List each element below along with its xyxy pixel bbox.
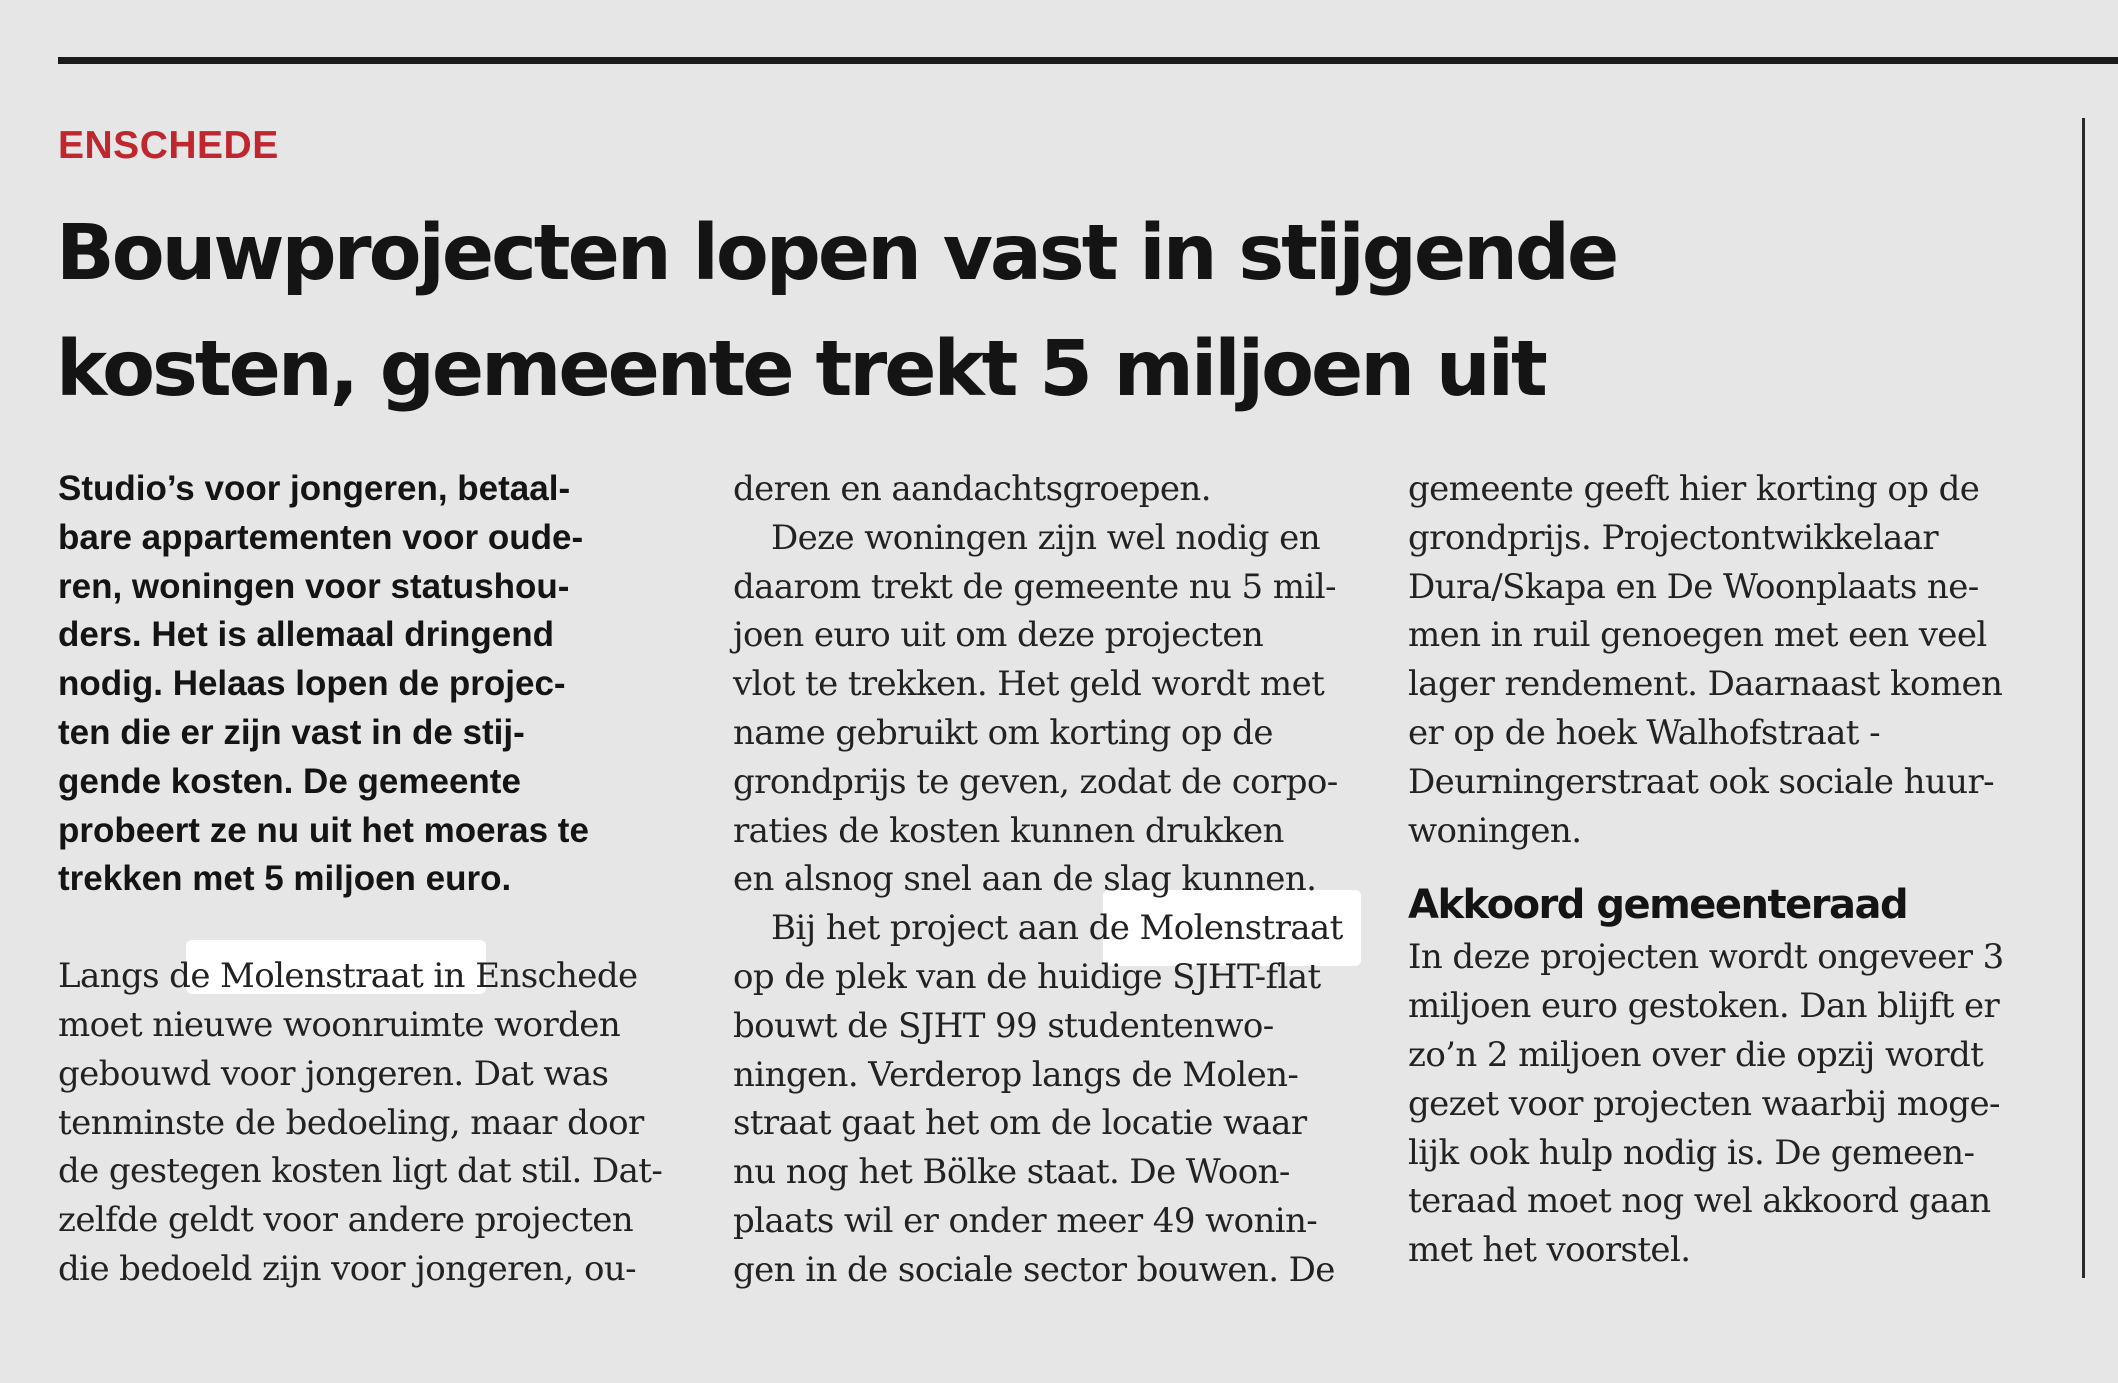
body-paragraph (58, 952, 683, 1294)
body-line: miljoen euro gestoken. Dan blijft er (1408, 986, 2000, 1027)
headline-line: Bouwprojecten lopen vast in stijgende (56, 209, 1617, 298)
body-line: nu nog het Bölke staat. De Woon- (733, 1152, 1290, 1193)
column-rule (2082, 118, 2085, 1278)
body-line: daarom trekt de gemeente nu 5 mil- (733, 566, 1336, 607)
body-line: raties de kosten kunnen drukken (733, 810, 1284, 851)
lead-paragraph (58, 465, 683, 904)
body-line: Dura/Skapa en De Woonplaats ne- (1408, 566, 1979, 607)
subheading: Akkoord gemeenteraad (1408, 882, 1908, 929)
lead-line: ten die er zijn vast in de stij- (58, 712, 525, 752)
lead-line: gende kosten. De gemeente (58, 761, 521, 801)
column-3 (1408, 465, 2033, 1275)
headline (56, 196, 2066, 428)
body-line: Deurningerstraat ook sociale huur- (1408, 761, 1995, 802)
paragraph-gap (58, 904, 683, 952)
body-line: op de plek van de huidige SJHT-flat (733, 956, 1321, 997)
body-line: plaats wil er onder meer 49 wonin- (733, 1200, 1318, 1241)
body-line: gezet voor projecten waarbij moge- (1408, 1083, 2000, 1124)
lead-line: ren, woningen voor statushou- (58, 566, 570, 606)
top-rule (58, 57, 2118, 64)
lead-line: probeert ze nu uit het moeras te (58, 810, 589, 850)
body-line: name gebruikt om korting op de (733, 712, 1273, 753)
body-line: grondprijs te geven, zodat de corpo- (733, 761, 1338, 802)
body-line: bouwt de SJHT 99 studentenwo- (733, 1005, 1274, 1046)
body-line: Deze woningen zijn wel nodig en (771, 517, 1320, 558)
body-line: gemeente geeft hier korting op de (1408, 469, 1980, 509)
body-line: ningen. Verderop langs de Molen- (733, 1054, 1299, 1095)
body-line: vlot te trekken. Het geld wordt met (733, 664, 1325, 705)
body-line: lager rendement. Daarnaast komen (1408, 664, 2003, 705)
body-line: met het voorstel. (1408, 1230, 1691, 1271)
lead-line: trekken met 5 miljoen euro. (58, 859, 512, 899)
body-line: woningen. (1408, 810, 1582, 851)
body-line: en alsnog snel aan de slag kunnen. (733, 859, 1317, 900)
body-line: grondprijs. Projectontwikkelaar (1408, 517, 1939, 558)
body-line: de gestegen kosten ligt dat stil. Dat- (58, 1151, 663, 1192)
column-1 (58, 465, 683, 1294)
body-line: moet nieuwe woonruimte worden (58, 1004, 621, 1045)
body-line: gebouwd voor jongeren. Dat was (58, 1053, 609, 1094)
body-line: tenminste de bedoeling, maar door (58, 1102, 644, 1143)
lead-line: ders. Het is allemaal dringend (58, 615, 554, 655)
body-line: deren en aandachtsgroepen. (733, 469, 1211, 509)
body-line: Bij het project aan de Molenstraat (771, 908, 1343, 949)
column-2 (733, 465, 1358, 1295)
body-line: straat gaat het om de locatie waar (733, 1103, 1307, 1144)
body-line: Langs de Molenstraat in Enschede (58, 956, 638, 997)
lead-line: nodig. Helaas lopen de projec- (58, 664, 566, 704)
section-kicker: ENSCHEDE (58, 124, 279, 167)
body-line: gen in de sociale sector bouwen. De (733, 1249, 1335, 1290)
body-line: die bedoeld zijn voor jongeren, ou- (58, 1248, 637, 1289)
body-line: zelfde geldt voor andere projecten (58, 1200, 634, 1241)
body-line: lijk ook hulp nodig is. De gemeen- (1408, 1132, 1975, 1173)
body-line: joen euro uit om deze projecten (733, 615, 1264, 656)
body-line: zo’n 2 miljoen over die opzij wordt (1408, 1034, 1984, 1075)
body-line: teraad moet nog wel akkoord gaan (1408, 1181, 1991, 1222)
lead-line: Studio’s voor jongeren, betaal- (58, 469, 571, 508)
body-line: men in ruil genoegen met een veel (1408, 615, 1987, 656)
lead-line: bare appartementen voor oude- (58, 517, 584, 557)
body-line: er op de hoek Walhofstraat - (1408, 712, 1880, 753)
body-line: In deze projecten wordt ongeveer 3 (1408, 937, 2004, 978)
headline-line: kosten, gemeente trekt 5 miljoen uit (56, 325, 1545, 414)
